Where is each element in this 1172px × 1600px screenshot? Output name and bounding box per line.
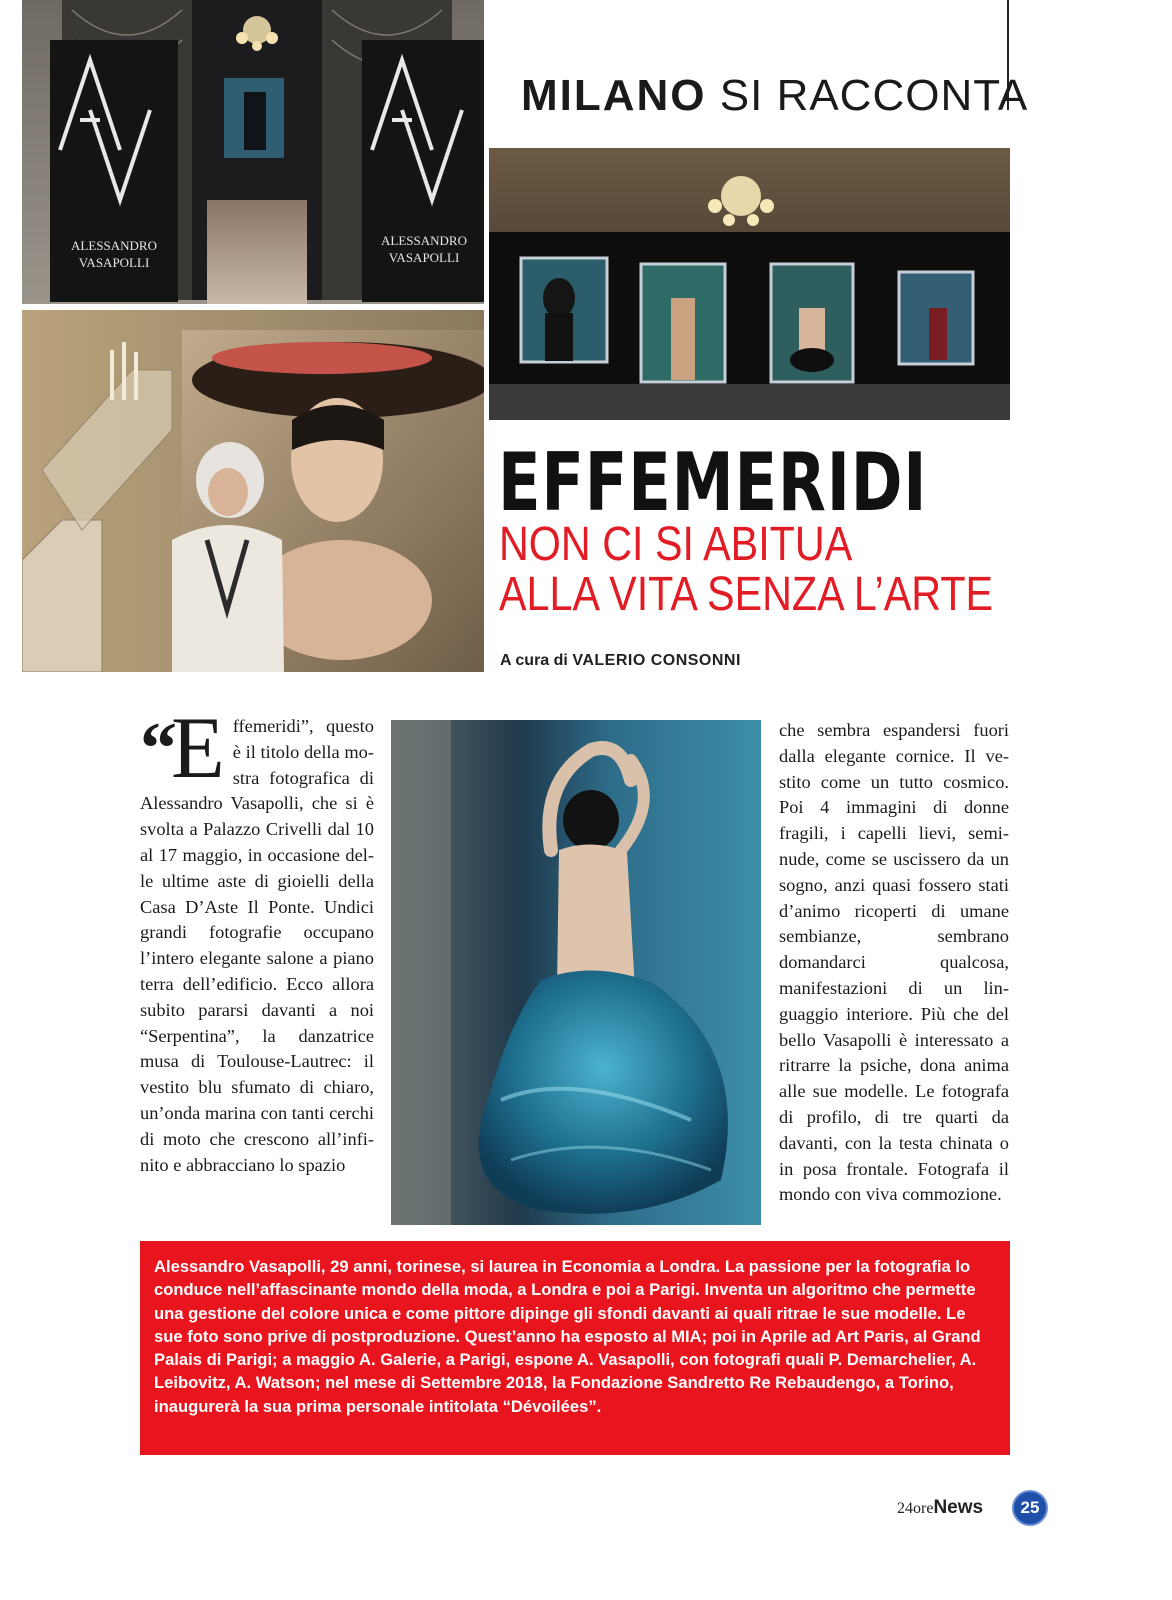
serpentina-photo bbox=[391, 720, 761, 1225]
right-column-text: che sembra espandersi fuori dalla elegante cornice. Il vestito come un tutto cosmico. Poi 4 immagini di donne fragili, i capelli lievi, seminude, come se uscissero da un sogno, anzi quasi fossero stati d’animo ricoperti di umane sembianze, sembrano domandarci qualcosa, manifestazioni di un linguaggio interiore. Più che del bello Vasapolli è interessato a ritrarre la psiche, dona anima alle sue modelle. Le fotografa di profilo, di tre quarti da davanti, con la testa chinata o in posa frontale. Fotografa il mondo con viva commozione. bbox=[779, 720, 1009, 1205]
entrance-photo bbox=[22, 0, 484, 304]
serpentina-image bbox=[391, 720, 761, 1225]
portrait-photo bbox=[22, 310, 484, 672]
drop-cap-quote: “ bbox=[140, 708, 171, 790]
subhead-line-1: NON CI SI ABITUA bbox=[499, 518, 853, 571]
byline-prefix: A cura di bbox=[500, 652, 568, 669]
section-title-bold: MILANO bbox=[521, 71, 707, 120]
page-number-badge: 25 bbox=[1012, 1490, 1048, 1526]
banner-left-line1: ALESSANDRO bbox=[71, 238, 157, 253]
article-column-right bbox=[779, 718, 1009, 1208]
section-title bbox=[521, 70, 1029, 122]
exhibition-hall-photo bbox=[489, 148, 1010, 420]
section-title-light: SI RACCONTA bbox=[719, 71, 1029, 120]
brand-prefix: 24ore bbox=[897, 1500, 934, 1517]
byline bbox=[500, 652, 741, 670]
portrait-photo-image bbox=[22, 310, 484, 672]
banner-right-line2: VASAPOLLI bbox=[388, 250, 460, 265]
subhead-line-2: ALLA VITA SENZA L’ARTE bbox=[499, 568, 994, 621]
drop-cap-letter: E bbox=[171, 700, 225, 797]
banner-right-line1: ALESSANDRO bbox=[381, 233, 467, 248]
byline-author: VALERIO CONSONNI bbox=[572, 652, 741, 669]
banner-left-line2: VASAPOLLI bbox=[78, 255, 150, 270]
exhibition-hall-image bbox=[489, 148, 1010, 420]
author-bio-box bbox=[140, 1241, 1010, 1455]
article-subhead bbox=[499, 518, 994, 621]
left-column-text: ffemeridi”, questo è il titolo della mostra fotografica di Alessandro Vasapolli, che si è svolta a Palazzo Crivelli dal 10 al 17 maggio, in occasione delle ultime aste di gioielli della Casa D’Aste Il Ponte. Undici grandi fotografie occupano l’intero elegante salone a piano terra dell’edificio. Ecco allora subito pararsi davanti a noi “Serpentina”, la danzatrice musa di Toulouse-Lautrec: il vestito blu sfumato di chiaro, un’onda marina con tanti cerchi di moto che crescono all’infinito e abbracciano lo spazio bbox=[140, 716, 374, 1175]
article-column-left bbox=[140, 700, 374, 1178]
author-bio-text: Alessandro Vasapolli, 29 anni, torinese, si laurea in Economia a Londra. La passione per la fotografia lo conduce nell’affascinante mondo della moda, a Londra e poi a Parigi. Inventa un algoritmo che permette una gestione del colore unica e come pittore dipinge gli sfondi davanti ai quali ritrae le sue modelle. Le sue foto sono prive di postproduzione. Quest’anno ha esposto al MIA; poi in Aprile ad Art Paris, al Grand Palais di Parigi; a maggio A. Galerie, a Parigi, espone A. Vasapolli, con fotografi quali P. Demarchelier, A. Leibovitz, A. Watson; nel mese di Settembre 2018, la Fondazione Sandretto Re Rebaudengo, a Torino, inaugurerà la sua prima personale intitolata “Dévoilées”. bbox=[154, 1257, 981, 1416]
brand-suffix: News bbox=[933, 1497, 984, 1518]
entrance-photo-image bbox=[22, 0, 484, 304]
magazine-brand bbox=[897, 1497, 983, 1519]
article-headline: EFFEMERIDI bbox=[498, 436, 928, 529]
drop-cap bbox=[140, 700, 225, 797]
